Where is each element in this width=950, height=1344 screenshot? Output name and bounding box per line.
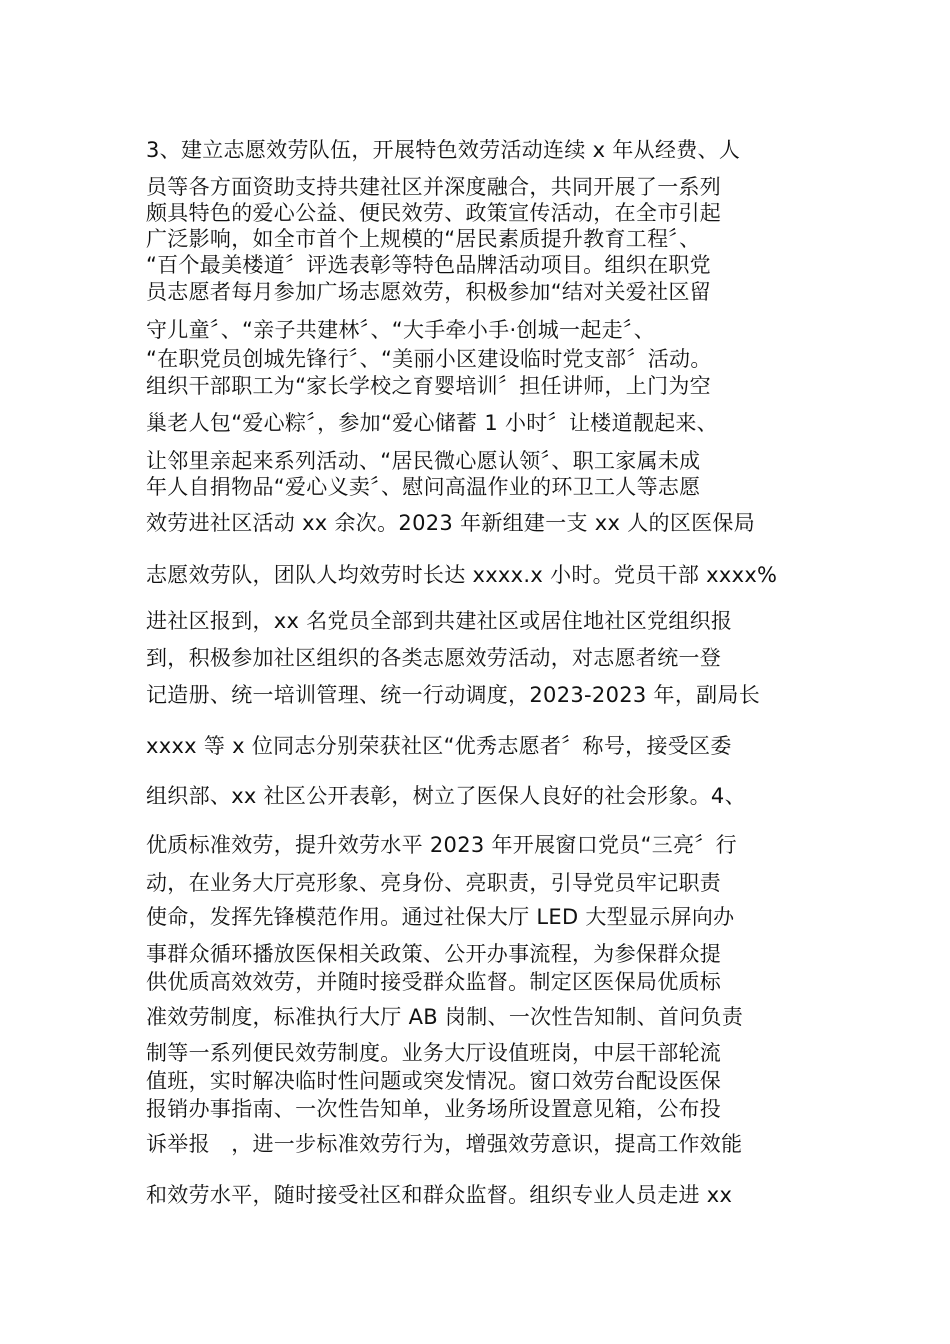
text-line: 动，在业务大厅亮形象、亮身份、亮职责，引导党员牢记职责 <box>146 871 722 895</box>
text-line: 效劳进社区活动 xx 余次。2023 年新组建一支 xx 人的区医保局 <box>146 511 756 535</box>
text-line: 志愿效劳队，团队人均效劳时长达 xxxx.x 小时。党员干部 xxxx% <box>146 563 778 587</box>
text-line: 守儿童〞、“亲子共建林〞、“大手牵小手·创城一起走〞、 <box>146 318 656 342</box>
text-line: 事群众循环播放医保相关政策、公开办事流程，为参保群众提 <box>146 942 722 966</box>
text-line: 3、建立志愿效劳队伍，开展特色效劳活动连续 x 年从经费、人 <box>146 138 741 162</box>
text-line: 记造册、统一培训管理、统一行动调度，2023-2023 年，副局长 <box>146 683 761 707</box>
text-line: 值班，实时解决临时性问题或突发情况。窗口效劳台配设医保 <box>146 1069 722 1093</box>
text-line: 组织干部职工为“家长学校之育婴培训〞担任讲师，上门为空 <box>146 374 711 398</box>
text-line: 进社区报到，xx 名党员全部到共建社区或居住地社区党组织报 <box>146 609 733 633</box>
text-line: 和效劳水平，随时接受社区和群众监督。组织专业人员走进 xx <box>146 1183 733 1207</box>
text-line: 使命，发挥先锋模范作用。通过社保大厅 LED 大型显示屏向办 <box>146 905 735 929</box>
text-line: 让邻里亲起来系列活动、“居民微心愿认领〞、职工家属未成 <box>146 449 701 473</box>
text-line: 员志愿者每月参加广场志愿效劳，积极参加“结对关爱社区留 <box>146 280 711 304</box>
text-line: 供优质高效效劳，并随时接受群众监督。制定区医保局优质标 <box>146 970 722 994</box>
text-line: 准效劳制度，标准执行大厅 AB 岗制、一次性告知制、首问负责 <box>146 1005 744 1029</box>
text-line: 巢老人包“爱心粽〞，参加“爱心储蓄 1 小时〞让楼道靓起来、 <box>146 411 718 435</box>
text-line: 颇具特色的爱心公益、便民效劳、政策宣传活动，在全市引起 <box>146 201 722 225</box>
text-line: 组织部、xx 社区公开表彰，树立了医保人良好的社会形象。4、 <box>146 784 746 808</box>
text-line: 年人自捐物品“爱心义卖〞、慰问高温作业的环卫工人等志愿 <box>146 475 701 499</box>
text-line: 优质标准效劳，提升效劳水平 2023 年开展窗口党员“三亮〞行 <box>146 833 737 857</box>
text-line: xxxx 等 x 位同志分别荣获社区“优秀志愿者〞称号，接受区委 <box>146 734 732 758</box>
text-line: 广泛影响，如全市首个上规模的“居民素质提升教育工程〞、 <box>146 227 701 251</box>
text-line: 制等一系列便民效劳制度。业务大厅设值班岗，中层干部轮流 <box>146 1041 722 1065</box>
text-line: 员等各方面资助支持共建社区并深度融合，共同开展了一系列 <box>146 175 722 199</box>
text-line: “百个最美楼道〞评选表彰等特色品牌活动项目。组织在职党 <box>146 253 711 277</box>
text-line: 诉举报 ，进一步标准效劳行为，增强效劳意识，提高工作效能 <box>146 1132 743 1156</box>
text-line: 到，积极参加社区组织的各类志愿效劳活动，对志愿者统一登 <box>146 646 722 670</box>
text-line: 报销办事指南、一次性告知单，业务场所设置意见箱，公布投 <box>146 1097 722 1121</box>
text-line: “在职党员创城先锋行〞、“美丽小区建设临时党支部〞活动。 <box>146 347 712 371</box>
